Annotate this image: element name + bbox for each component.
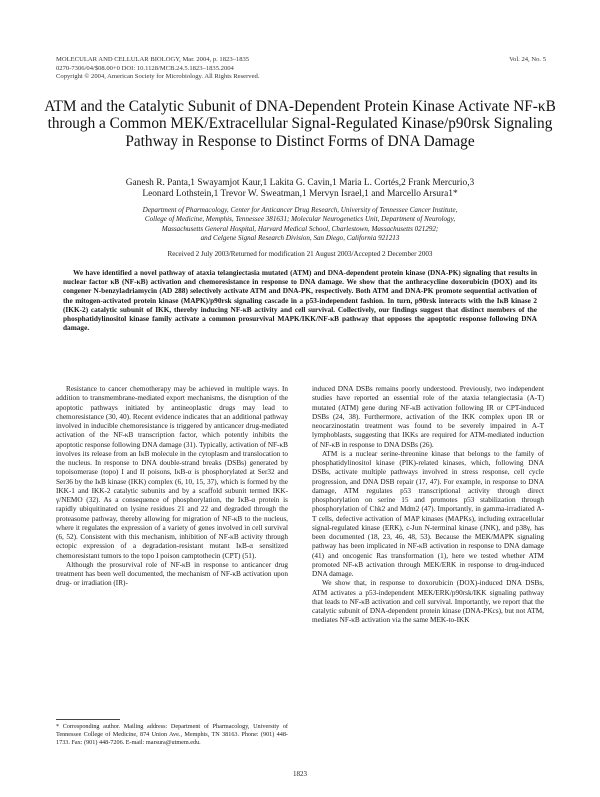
affiliations (50, 206, 550, 243)
author-line: Ganesh R. Panta,1 Swayamjot Kaur,1 Lakita G. Cavin,1 Maria L. Cortés,2 Frank Mercurio,3 (125, 178, 475, 188)
body-paragraph: induced DNA DSBs remains poorly understood. Previously, two independent studies have reported an essential role of the ataxia telangiectasia (A-T) mutated (ATM) gene during NF-κB activation following IR or CPT-induced DSBs (24, 38). Furthermore, activation of the IKK complex upon IR or neocarzinostatin treatment was found to be severely impaired in A-T lymphoblasts, suggesting that IKKs are required for ATM-mediated induction of NF-κB in response to DNA DSBs (26). (312, 385, 544, 449)
copyright-line: Copyright © 2004, American Society for Microbiology. All Rights Reserved. (56, 73, 260, 81)
journal-citation: MOLECULAR AND CELLULAR BIOLOGY, Mar. 2004, p. 1823–1835 (56, 56, 250, 63)
footnote-divider (56, 719, 120, 720)
body-paragraph: Although the prosurvival role of NF-κB in response to anticancer drug treatment has been well documented, the mechanism of NF-κB activation upon drug- or irradiation (IR)- (56, 560, 288, 588)
affiliation-line: Department of Pharmacology, Center for Anticancer Drug Research, University of Tennessee Cancer Institute, (142, 206, 458, 214)
volume-issue: Vol. 24, No. 5 (509, 56, 546, 63)
corresponding-author-footnote: * Corresponding author. Mailing address: Department of Pharmacology, University of Tennessee College of Medicine, 874 Union Ave., Memphis, TN 38163. Phone: (901) 448-1733. Fax: (901) 448-7206. E-mail: marsura@utmem.edu. (56, 723, 288, 747)
paper-title: ATM and the Catalytic Subunit of DNA-Dependent Protein Kinase Activate NF-κB through a Common MEK/Extracellular Signal-Regulated Kinase/p90rsk Signaling Pathway in Response to Distinct Forms of DNA Damage (44, 98, 556, 150)
affiliation-line: College of Medicine, Memphis, Tennessee 381631; Molecular Neurogenetics Unit, Department of Neurology, (144, 215, 456, 224)
body-column-right (312, 385, 544, 626)
author-line: Leonard Lothstein,1 Trevor W. Sweatman,1 Mervyn Israel,1 and Marcello Arsura1* (142, 189, 458, 200)
affiliation-line: and Celgene Signal Research Division, San Diego, California 921213 (200, 233, 400, 242)
received-dates: Received 2 July 2003/Returned for modification 21 August 2003/Accepted 2 December 2003 (167, 250, 433, 258)
journal-header (56, 56, 546, 82)
issn-doi: 0270-7306/04/$08.00+0 DOI: 10.1128/MCB.24.5.1823–1835.2004 (56, 64, 234, 72)
body-paragraph: ATM is a nuclear serine-threonine kinase that belongs to the family of phosphatidylinositol kinase (PIK)-related kinases, which, following DNA DSBs, activate multiple pathways involved in stress response, cell cycle progression, and DNA DSB repair (17, 47). For example, in response to DNA damage, ATM regulates p53 transcriptional activity through direct phosphorylation on serine 15 and promotes p53 stabilization through phosphorylation of Chk2 and Mdm2 (47). Importantly, in gamma-irradiated A-T cells, defective activation of MAP kinases (MAPKs), including extracellular signal-regulated kinase (ERK), c-Jun N-terminal kinase (JNK), and p38γ, has been documented (18, 23, 46, 48, 53). Because the MEK/MAPK signaling pathway has been implicated in NF-κB activation in response to DNA damage (41) and oncogenic Ras transformation (1), here we tested whether ATM promoted NF-κB activation through MEK/ERK in response to drug-induced DNA damage. (312, 449, 544, 578)
page-number: 1823 (293, 770, 307, 778)
author-list (50, 178, 550, 200)
affiliation-line: Massachusetts General Hospital, Harvard Medical School, Charlestown, Massachusetts 021292; (161, 224, 439, 233)
body-paragraph: Resistance to cancer chemotherapy may be achieved in multiple ways. In addition to transmembrane-mediated export mechanisms, the disruption of the apoptotic pathways initiated by antineoplastic drugs may lead to chemoresistance (30, 40). Recent evidence indicates that an additional pathway involved in inducible chemoresistance is triggered by anticancer drug-mediated activation of the NF-κB transcription factor, which potently inhibits the apoptotic response following DNA damage (31). Typically, activation of NF-κB involves its release from an IκB molecule in the cytoplasm and translocation to the nucleus. In response to DNA double-strand breaks (DSBs) generated by topoisomerase (topo) I and II poisons, IκB-α is phosphorylated at Ser32 and Ser36 by the IκB kinase (IKK) complex (6, 10, 15, 37), which is formed by the IKK-1 and IKK-2 catalytic subunits and by a scaffold subunit termed IKK-γ/NEMO (32). As a consequence of phosphorylation, the IκB-α protein is rapidly ubiquitinated on lysine residues 21 and 22 and degraded through the proteasome pathway, thereby allowing for migration of NF-κB to the nucleus, where it regulates the expression of a variety of genes involved in cell survival (6, 52). Consistent with this mechanism, inhibition of NF-κB activity through ectopic expression of a degradation-resistant mutant IκB-α sensitized chemoresistant tumors to the topo I poison camptothecin (CPT) (51). (56, 385, 288, 560)
body-paragraph: We show that, in response to doxorubicin (DOX)-induced DNA DSBs, ATM activates a p53-independent MEK/ERK/p90rsk/IKK signaling pathway that leads to NF-κB activation and cell survival. Importantly, we report that the catalytic subunit of DNA-dependent protein kinase (DNA-PKcs), but not ATM, mediates NF-κB activation via the same MEK-to-IKK (312, 579, 544, 625)
body-column-left (56, 385, 288, 589)
abstract: We have identified a novel pathway of ataxia telangiectasia mutated (ATM) and DNA-dependent protein kinase (DNA-PK) signaling that results in nuclear factor κB (NF-κB) activation and chemoresistance in response to DNA damage. We show that the anthracycline doxorubicin (DOX) and its congener N-benzyladriamycin (AD 288) selectively activate ATM and DNA-PK, respectively. Both ATM and DNA-PK promote sequential activation of the mitogen-activated protein kinase (MAPK)/p90rsk signaling cascade in a p53-independent fashion. In turn, p90rsk interacts with the IκB kinase 2 (IKK-2) catalytic subunit of IKK, thereby inducing NF-κB activity and cell survival. Collectively, our findings suggest that distinct members of the phosphatidylinositol kinase family activate a common prosurvival MAPK/IKK/NF-κB pathway that opposes the apoptotic response following DNA damage. (63, 268, 537, 333)
